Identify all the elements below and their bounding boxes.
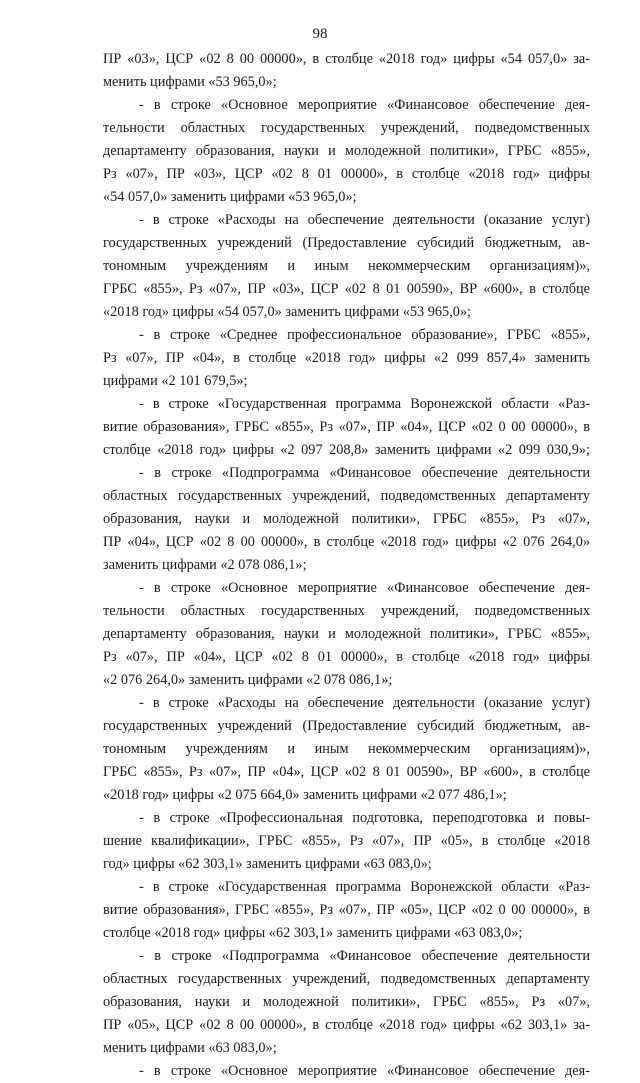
- text-line: «54 057,0» заменить цифрами «53 965,0»;: [103, 189, 357, 205]
- text-line: тельности областных государственных учреждений, подведомственных: [103, 120, 590, 136]
- text-line: - в строке «Среднее профессиональное образование», ГРБС «855»,: [139, 327, 590, 343]
- text-line: тельности областных государственных учреждений, подведомственных: [103, 603, 590, 619]
- text-line: Рз «07», ПР «03», ЦСР «02 8 01 00000», в столбце «2018 год» цифры: [103, 166, 590, 182]
- text-line: витие образования», ГРБС «855», Рз «07», ПР «04», ЦСР «02 0 00 00000», в: [103, 419, 590, 435]
- text-line: - в строке «Профессиональная подготовка, переподготовка и повы-: [139, 810, 590, 826]
- page-number: 98: [312, 26, 328, 42]
- text-line: столбце «2018 год» цифры «2 097 208,8» заменить цифрами «2 099 030,9»;: [103, 442, 590, 458]
- text-line: государственных учреждений (Предоставление субсидий бюджетным, ав-: [103, 718, 590, 734]
- text-line: Рз «07», ПР «04», в столбце «2018 год» цифры «2 099 857,4» заменить: [103, 350, 590, 366]
- text-line: «2018 год» цифры «54 057,0» заменить цифрами «53 965,0»;: [103, 304, 472, 320]
- text-line: тономным учреждениям и иным некоммерческим организациям)»,: [103, 741, 590, 757]
- text-line: цифрами «2 101 679,5»;: [103, 373, 248, 389]
- text-line: менить цифрами «53 965,0»;: [103, 74, 277, 90]
- text-line: ГРБС «855», Рз «07», ПР «04», ЦСР «02 8 01 00590», ВР «600», в столбце: [103, 764, 590, 780]
- text-line: - в строке «Основное мероприятие «Финансовое обеспечение дея-: [139, 97, 590, 113]
- text-line: ПР «05», ЦСР «02 8 00 00000», в столбце «2018 год» цифры «62 303,1» за-: [103, 1017, 590, 1033]
- text-line: - в строке «Государственная программа Воронежской области «Раз-: [139, 879, 590, 895]
- text-line: Рз «07», ПР «04», ЦСР «02 8 01 00000», в столбце «2018 год» цифры: [103, 649, 590, 665]
- text-line: тономным учреждениям и иным некоммерческим организациям)»,: [103, 258, 590, 274]
- text-line: областных государственных учреждений, подведомственных департаменту: [103, 488, 590, 504]
- text-line: образования, науки и молодежной политики», ГРБС «855», Рз «07»,: [103, 994, 590, 1010]
- text-line: шение квалификации», ГРБС «855», Рз «07», ПР «05», в столбце «2018: [103, 833, 590, 849]
- text-line: - в строке «Расходы на обеспечение деятельности (оказание услуг): [139, 212, 590, 228]
- text-line: витие образования», ГРБС «855», Рз «07», ПР «05», ЦСР «02 0 00 00000», в: [103, 902, 590, 918]
- text-line: менить цифрами «63 083,0»;: [103, 1040, 277, 1056]
- text-line: - в строке «Подпрограмма «Финансовое обеспечение деятельности: [139, 948, 590, 964]
- text-line: департаменту образования, науки и молодежной политики», ГРБС «855»,: [103, 626, 590, 642]
- text-line: столбце «2018 год» цифры «62 303,1» заменить цифрами «63 083,0»;: [103, 925, 523, 941]
- text-line: «2 076 264,0» заменить цифрами «2 078 086,1»;: [103, 672, 393, 688]
- text-line: год» цифры «62 303,1» заменить цифрами «63 083,0»;: [103, 856, 432, 872]
- text-line: ПР «04», ЦСР «02 8 00 00000», в столбце «2018 год» цифры «2 076 264,0»: [103, 534, 590, 550]
- text-line: департаменту образования, науки и молодежной политики», ГРБС «855»,: [103, 143, 590, 159]
- text-line: ПР «03», ЦСР «02 8 00 00000», в столбце «2018 год» цифры «54 057,0» за-: [103, 51, 590, 67]
- text-line: - в строке «Расходы на обеспечение деятельности (оказание услуг): [139, 695, 590, 711]
- text-line: образования, науки и молодежной политики», ГРБС «855», Рз «07»,: [103, 511, 590, 527]
- text-line: - в строке «Основное мероприятие «Финансовое обеспечение дея-: [139, 580, 590, 596]
- text-line: заменить цифрами «2 078 086,1»;: [103, 557, 307, 573]
- document-body: [103, 48, 590, 1083]
- text-line: областных государственных учреждений, подведомственных департаменту: [103, 971, 590, 987]
- text-line: - в строке «Государственная программа Воронежской области «Раз-: [139, 396, 590, 412]
- text-line: ГРБС «855», Рз «07», ПР «03», ЦСР «02 8 01 00590», ВР «600», в столбце: [103, 281, 590, 297]
- text-line: «2018 год» цифры «2 075 664,0» заменить цифрами «2 077 486,1»;: [103, 787, 507, 803]
- text-line: государственных учреждений (Предоставление субсидий бюджетным, ав-: [103, 235, 590, 251]
- text-line: - в строке «Основное мероприятие «Финансовое обеспечение дея-: [139, 1063, 590, 1079]
- text-line: - в строке «Подпрограмма «Финансовое обеспечение деятельности: [139, 465, 590, 481]
